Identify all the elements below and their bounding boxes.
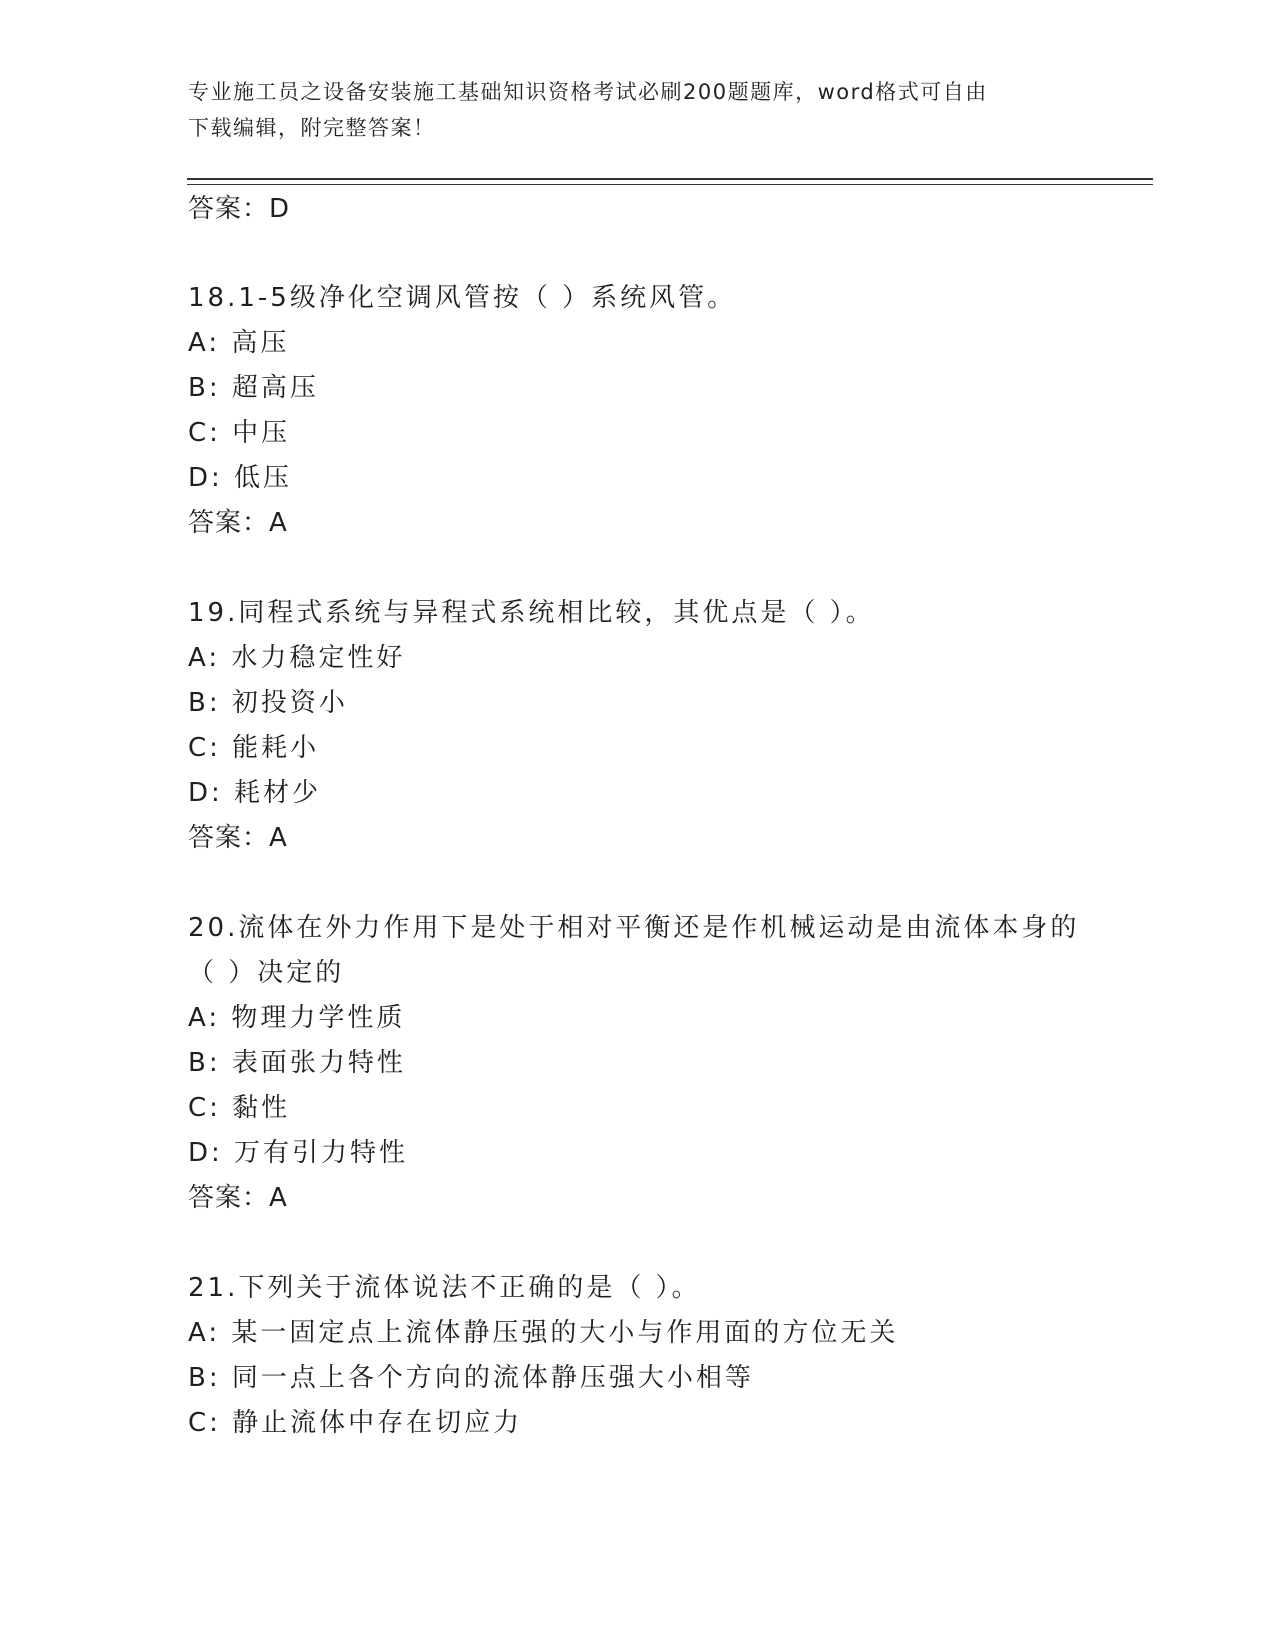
- question-18-option-a: A: 高压: [188, 328, 290, 358]
- question-18-stem: 18.1-5级净化空调风管按（ ）系统风管。: [188, 283, 737, 313]
- question-20-option-c: C: 黏性: [188, 1093, 291, 1123]
- header-line-1: 专业施工员之设备安装施工基础知识资格考试必刷200题题库，word格式可自由: [188, 80, 988, 104]
- question-19-option-c: C: 能耗小: [188, 733, 320, 763]
- question-18-option-c: C: 中压: [188, 418, 291, 448]
- question-20-stem-line-2: （ ）决定的: [188, 958, 345, 988]
- question-19-answer: 答案：A: [188, 823, 288, 853]
- question-20-stem-line-1: 20.流体在外力作用下是处于相对平衡还是作机械运动是由流体本身的: [188, 913, 1080, 943]
- question-20-option-b: B: 表面张力特性: [188, 1048, 406, 1078]
- question-20-option-a: A: 物理力学性质: [188, 1003, 406, 1033]
- header-divider-thin: [187, 184, 1153, 185]
- header-line-2: 下载编辑，附完整答案！: [188, 116, 436, 140]
- question-20-option-d: D: 万有引力特性: [188, 1138, 409, 1168]
- question-19-stem: 19.同程式系统与异程式系统相比较，其优点是（ ）。: [188, 598, 875, 628]
- question-21-option-a: A: 某一固定点上流体静压强的大小与作用面的方位无关: [188, 1318, 899, 1348]
- document-header: [188, 74, 1088, 146]
- question-21-stem: 21.下列关于流体说法不正确的是（ ）。: [188, 1273, 701, 1303]
- question-19-option-d: D: 耗材少: [188, 778, 322, 808]
- question-21-option-c: C: 静止流体中存在切应力: [188, 1408, 523, 1438]
- question-18-option-d: D: 低压: [188, 463, 293, 493]
- question-18-answer: 答案：A: [188, 508, 288, 538]
- question-20-answer: 答案：A: [188, 1183, 288, 1213]
- question-18-option-b: B: 超高压: [188, 373, 319, 403]
- header-divider: [187, 178, 1153, 180]
- question-21-option-b: B: 同一点上各个方向的流体静压强大小相等: [188, 1363, 754, 1393]
- question-19-option-b: B: 初投资小: [188, 688, 348, 718]
- prev-answer: 答案：D: [188, 194, 291, 224]
- question-19-option-a: A: 水力稳定性好: [188, 643, 406, 673]
